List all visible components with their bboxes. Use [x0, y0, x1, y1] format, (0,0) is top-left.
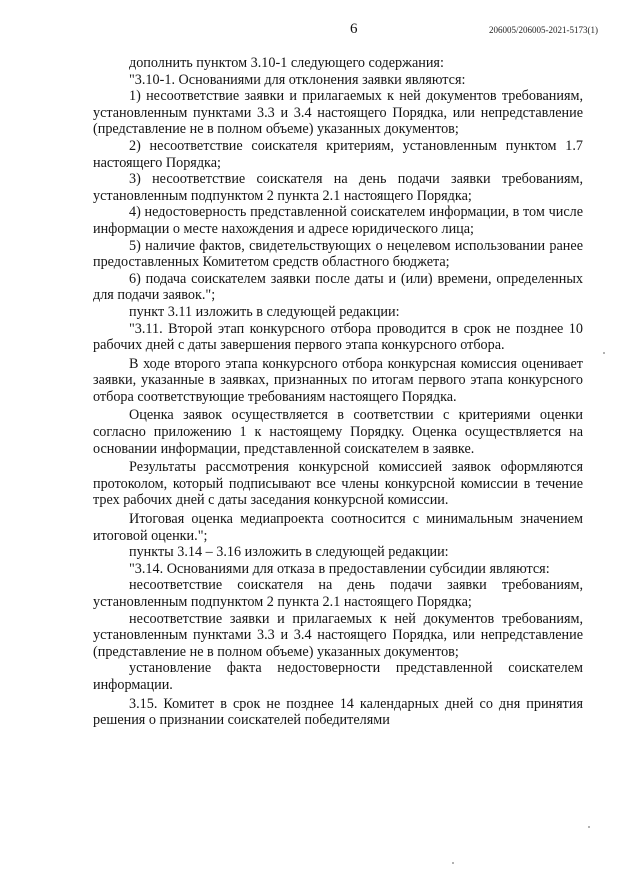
list-item: 3) несоответствие соискателя на день подачи заявки требованиям, установленным подпунктом 2 пункта 2.1 настоящего Порядка;	[93, 171, 583, 204]
document-body	[93, 55, 583, 729]
list-item: 6) подача соискателем заявки после даты и (или) времени, определенных для подачи заявок.";	[93, 270, 583, 304]
paragraph: дополнить пунктом 3.10-1 следующего содержания:	[129, 55, 444, 71]
scan-speck	[603, 352, 605, 354]
paragraph: "3.10-1. Основаниями для отклонения заявки являются:	[129, 71, 466, 88]
paragraph: пункты 3.14 – 3.16 изложить в следующей редакции:	[129, 544, 449, 561]
list-item: 2) несоответствие соискателя критериям, установленным пунктом 1.7 настоящего Порядка;	[93, 137, 583, 171]
list-item: несоответствие заявки и прилагаемых к ней документов требованиям, установленным пунктами 3.3 и 3.4 настоящего Порядка, или непредставление (представление не в полном объеме) указанных документов;	[93, 610, 583, 660]
paragraph: "3.11. Второй этап конкурсного отбора проводится в срок не позднее 10 рабочих дней с даты завершения первого этапа конкурсного отбора.	[93, 320, 583, 354]
page-number: 6	[350, 21, 358, 37]
scan-speck	[588, 826, 590, 828]
paragraph: пункт 3.11 изложить в следующей редакции:	[129, 303, 400, 320]
list-item: несоответствие соискателя на день подачи заявки требованиям, установленным подпунктом 2 пункта 2.1 настоящего Порядка;	[93, 577, 583, 610]
list-item: 5) наличие фактов, свидетельствующих о нецелевом использовании ранее предоставленных Комитетом средств областного бюджета;	[93, 237, 583, 271]
list-item: 1) несоответствие заявки и прилагаемых к ней документов требованиям, установленным пунктами 3.3 и 3.4 настоящего Порядка, или непредставление (представление не в полном объеме) указанных документов;	[93, 88, 583, 138]
paragraph: Итоговая оценка медиапроекта соотносится с минимальным значением итоговой оценки.";	[93, 511, 583, 544]
list-item: установление факта недостоверности представленной соискателем информации.	[93, 660, 583, 693]
document-reference: 206005/206005-2021-5173(1)	[489, 25, 598, 35]
paragraph: 3.15. Комитет в срок не позднее 14 календарных дней со дня принятия решения о признании соискателей победителями	[93, 695, 583, 729]
paragraph: Оценка заявок осуществляется в соответствии с критериями оценки согласно приложению 1 к настоящему Порядку. Оценка осуществляется на основании информации, представленной соискателем в заявке.	[93, 407, 583, 457]
paragraph: В ходе второго этапа конкурсного отбора конкурсная комиссия оценивает заявки, указанные в заявках, признанных по итогам первого этапа конкурсного отбора соответствующие требованиям настоящего Порядка.	[93, 355, 583, 405]
paragraph: Результаты рассмотрения конкурсной комиссией заявок оформляются протоколом, который подписывают все члены конкурсной комиссии в течение трех рабочих дней с даты заседания конкурсной комиссии.	[93, 459, 583, 509]
scan-speck	[452, 862, 454, 864]
paragraph: "3.14. Основаниями для отказа в предоставлении субсидии являются:	[129, 560, 550, 577]
list-item: 4) недостоверность представленной соискателем информации, в том числе информации о месте нахождения и адресе юридического лица;	[93, 204, 583, 237]
